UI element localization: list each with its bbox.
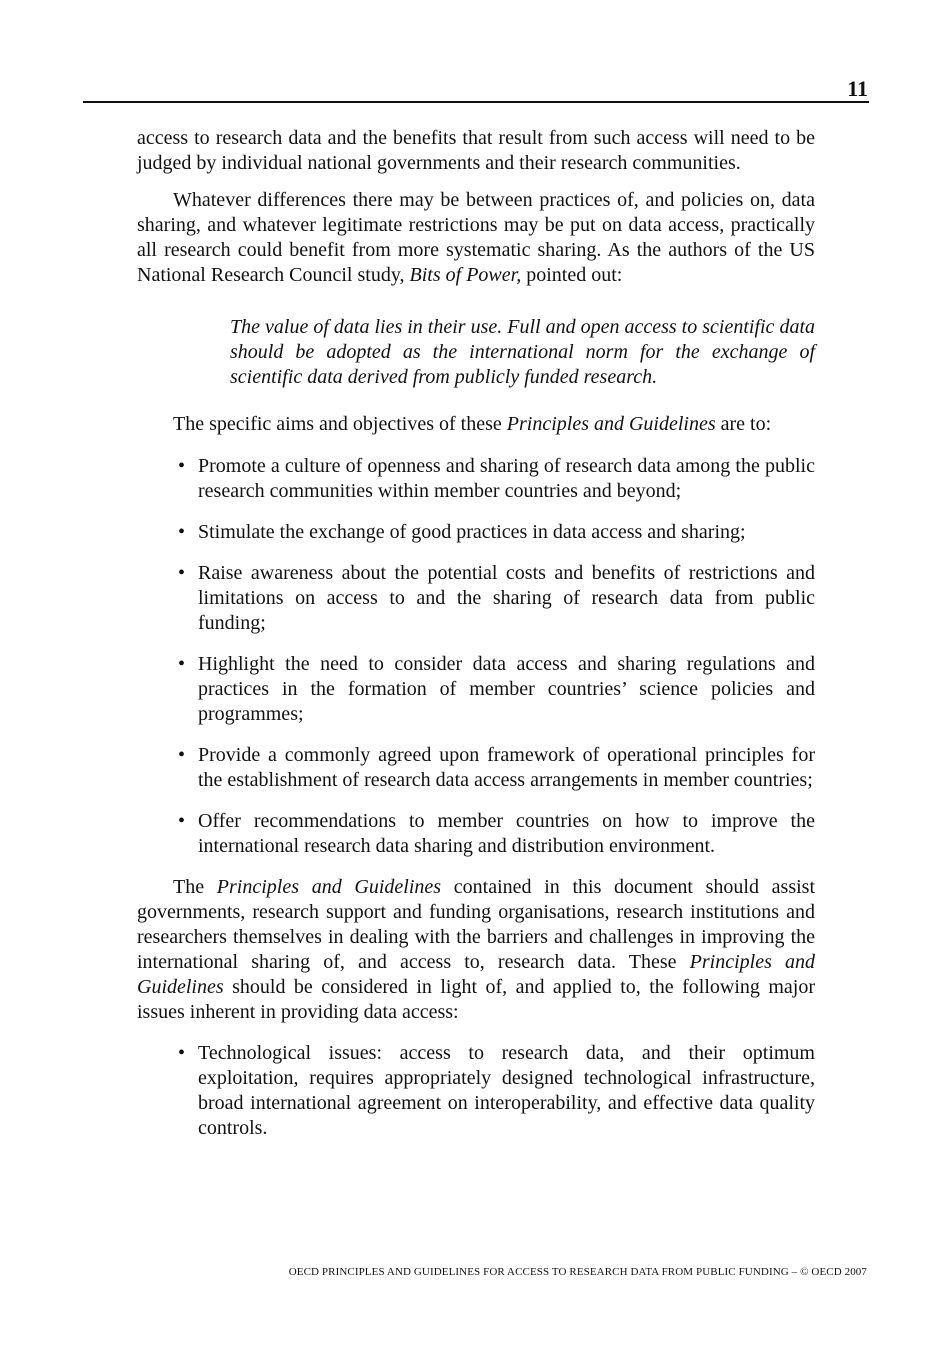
paragraph-text: should be considered in light of, and applied to, the following major issues inherent in providing data access:: [137, 976, 815, 1023]
list-item: • Provide a commonly agreed upon framework of operational principles for the establishment of research data access arrangements in member countries;: [198, 743, 815, 793]
document-title: Principles and Guidelines: [216, 876, 442, 898]
issues-list: [137, 1041, 815, 1141]
paragraph-data-sharing: [137, 188, 815, 288]
paragraph-principles: [137, 875, 815, 1025]
paragraph-text: The specific aims and objectives of these: [173, 413, 507, 435]
paragraph-aims-intro: [137, 412, 815, 437]
document-title: Principles and Guidelines: [506, 413, 716, 435]
list-item: • Stimulate the exchange of good practices in data access and sharing;: [198, 520, 815, 545]
list-item: • Offer recommendations to member countries on how to improve the international research data sharing and distribution environment.: [198, 809, 815, 859]
block-quote: The value of data lies in their use. Full and open access to scientific data should be adopted as the international norm for the exchange of scientific data derived from publicly funded research.: [230, 316, 815, 388]
page-number: 11: [847, 76, 868, 101]
list-item: • Promote a culture of openness and sharing of research data among the public research communities within member countries and beyond;: [198, 454, 815, 504]
list-item: • Technological issues: access to research data, and their optimum exploitation, requires appropriately designed technological infrastructure, broad international agreement on interoperability, and effective data quality controls.: [198, 1041, 815, 1141]
page-body: [137, 126, 815, 1157]
paragraph-text: Whatever differences there may be between practices of, and policies on, data sharing, and whatever legitimate restrictions may be put on data access, practically all research could benefit from more systematic sharing. As the authors of the US National Research Council study,: [137, 189, 815, 286]
paragraph-text: pointed out:: [521, 264, 623, 286]
header-rule: [83, 101, 869, 103]
aims-list: [137, 454, 815, 859]
paragraph-text: contained in this document should assist governments, research support and funding organisations, research institutions and researchers themselves in dealing with the barriers and challenges in improving the international sharing of, and access to, research data. These: [137, 876, 816, 973]
footer-text: OECD PRINCIPLES AND GUIDELINES FOR ACCESS TO RESEARCH DATA FROM PUBLIC FUNDING – © OECD 2007: [288, 1266, 867, 1278]
document-title: Principles and Guidelines: [137, 951, 815, 998]
list-item: • Highlight the need to consider data access and sharing regulations and practices in the formation of member countries’ science policies and programmes;: [198, 652, 815, 727]
list-item: • Raise awareness about the potential costs and benefits of restrictions and limitations on access to and the sharing of research data from public funding;: [198, 561, 815, 636]
paragraph-continuation: access to research data and the benefits that result from such access will need to be judged by individual national governments and their research communities.: [137, 127, 815, 174]
paragraph-text: The: [173, 876, 217, 898]
paragraph-text: are to:: [715, 413, 772, 435]
book-title: Bits of Power,: [409, 264, 522, 286]
